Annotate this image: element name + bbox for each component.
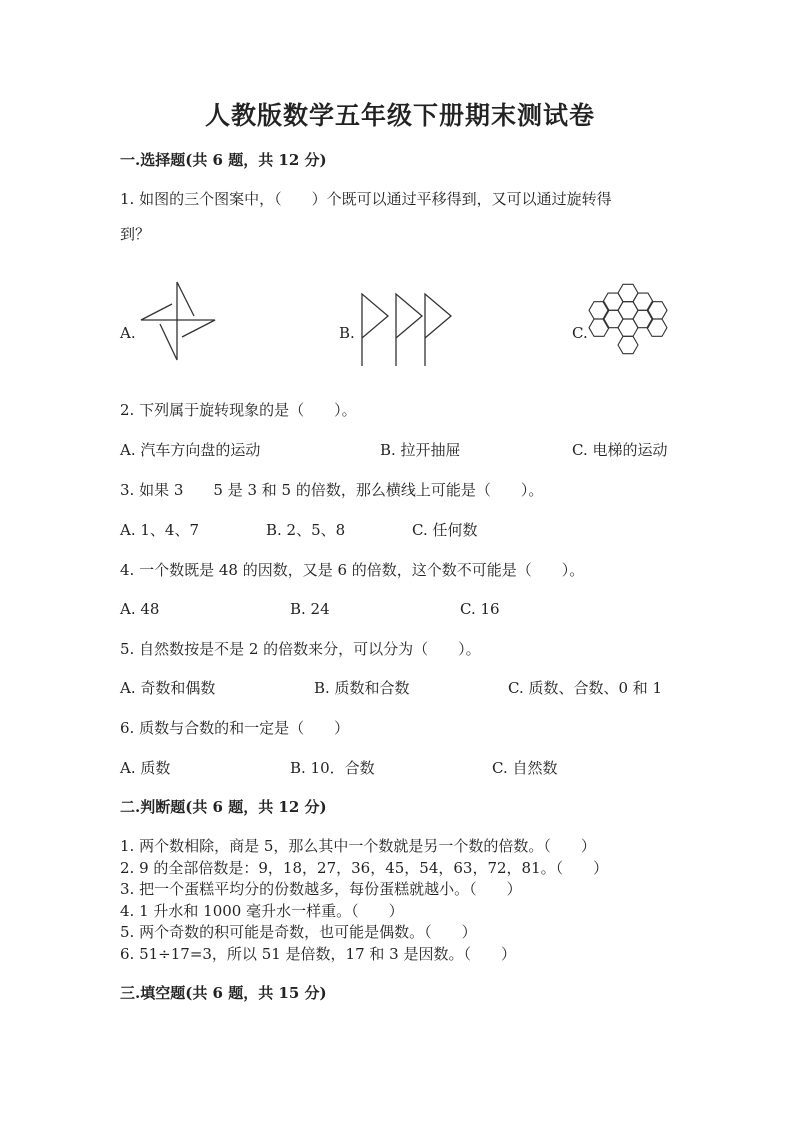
- page-title: 人教版数学五年级下册期末测试卷: [204, 101, 595, 130]
- section-heading-choice: 一.选择题(共 6 题，共 12 分): [120, 151, 327, 169]
- q6-option-c: C. 自然数: [492, 759, 558, 777]
- q3-option-b: B. 2、5、8: [266, 521, 346, 539]
- q5-option-a: A. 奇数和偶数: [120, 679, 216, 697]
- judgment-item: 4. 1 升水和 1000 毫升水一样重。（ ）: [120, 901, 404, 920]
- section-heading-judgment: 二.判断题(共 6 题，共 12 分): [120, 798, 327, 816]
- hexagon-honeycomb-figure: [588, 282, 668, 358]
- q2-option-c: C. 电梯的运动: [572, 441, 668, 459]
- judgment-item: 5. 两个奇数的积可能是奇数，也可能是偶数。（ ）: [120, 923, 477, 941]
- judgment-item: 3. 把一个蛋糕平均分的份数越多，每份蛋糕就越小。（ ）: [120, 880, 522, 898]
- question-1-line-2: 到？: [120, 225, 151, 243]
- question-4: 4. 一个数既是 48 的因数，又是 6 的倍数，这个数不可能是（ ）。: [120, 561, 585, 579]
- question-5: 5. 自然数按是不是 2 的倍数来分，可以分为（ ）。: [120, 640, 481, 658]
- judgment-list: [120, 836, 608, 965]
- q1-option-c-label: C.: [572, 324, 588, 342]
- question-2: 2. 下列属于旋转现象的是（ ）。: [120, 401, 357, 419]
- q5-option-c: C. 质数、合数、0 和 1: [508, 679, 663, 697]
- q3-option-a: A. 1、4、7: [120, 521, 199, 539]
- judgment-item: 2. 9 的全部倍数是：9，18，27，36，45，54，63，72，81。（ ）: [120, 858, 609, 877]
- q4-option-b: B. 24: [290, 600, 330, 618]
- judgment-item: 6. 51÷17=3，所以 51 是倍数，17 和 3 是因数。（ ）: [120, 944, 516, 963]
- question-1-line-1: 1. 如图的三个图案中，（ ）个既可以通过平移得到，又可以通过旋转得: [120, 190, 612, 208]
- q4-option-c: C. 16: [460, 600, 500, 618]
- q2-option-a: A. 汽车方向盘的运动: [120, 441, 261, 459]
- question-6: 6. 质数与合数的和一定是（ ）: [120, 719, 350, 737]
- q1-option-a-label: A.: [120, 324, 136, 342]
- q6-option-a: A. 质数: [120, 759, 171, 777]
- judgment-item: 1. 两个数相除，商是 5，那么其中一个数就是另一个数的倍数。（ ）: [120, 837, 596, 855]
- q2-option-b: B. 拉开抽屉: [380, 441, 461, 459]
- q1-option-b-label: B.: [339, 324, 355, 342]
- three-flags-figure: [355, 290, 455, 368]
- q5-option-b: B. 质数和合数: [314, 679, 410, 697]
- q6-option-b: B. 10．合数: [290, 759, 375, 777]
- pinwheel-figure: [138, 280, 218, 362]
- question-3: 3. 如果 3 5 是 3 和 5 的倍数，那么横线上可能是（ ）。: [120, 481, 544, 499]
- q4-option-a: A. 48: [120, 600, 160, 618]
- q3-option-c: C. 任何数: [412, 521, 478, 539]
- section-heading-fill-in: 三.填空题(共 6 题，共 15 分): [120, 984, 327, 1002]
